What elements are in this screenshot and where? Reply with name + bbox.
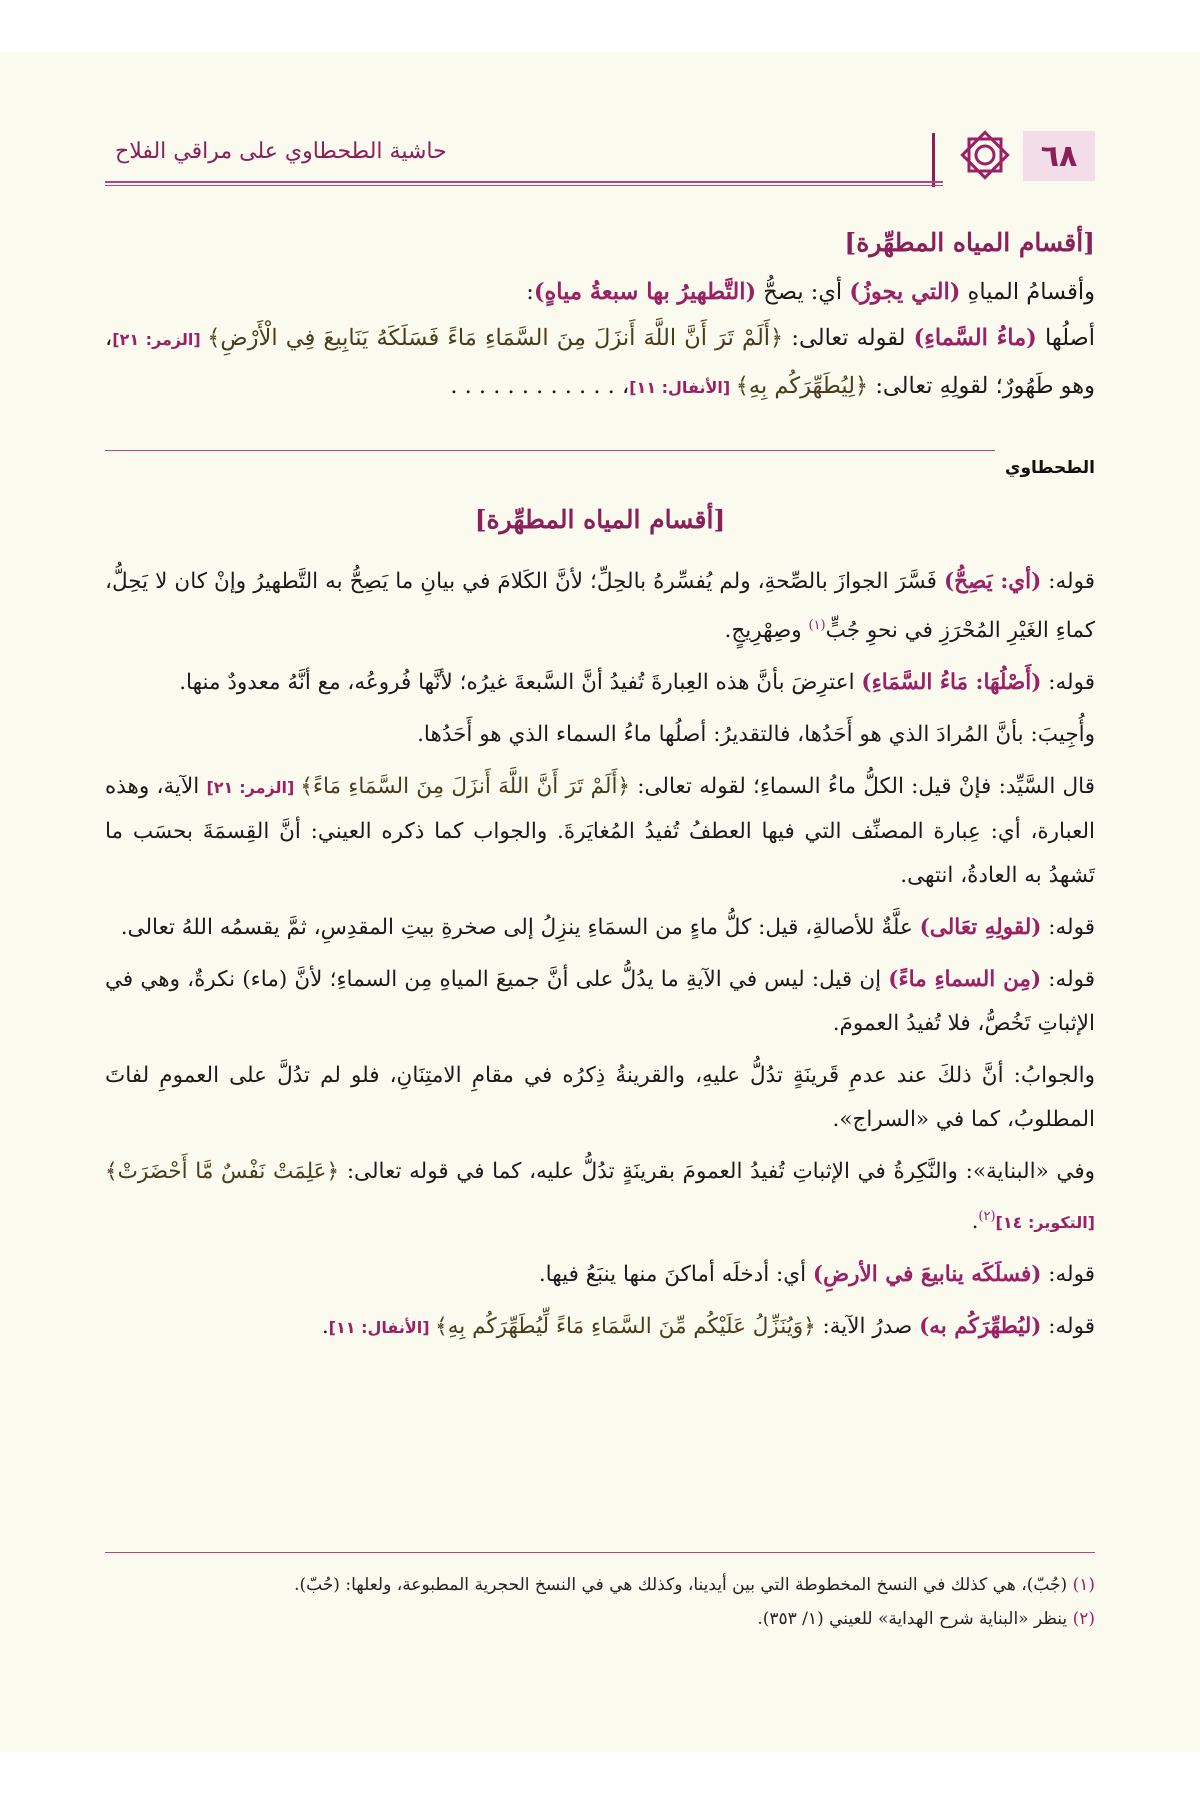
text-run: وفي «البناية»: والنَّكِرةُ في الإثباتِ تُفيدُ العمومَ بقرينَةٍ تدُلُّ عليه، كما في قوله تعالى: — [339, 1159, 1095, 1185]
header-divider — [932, 133, 935, 187]
quran-verse: ﴿لِيُطَهِّرَكُم بِهِ﴾ — [735, 373, 869, 399]
text-run: علَّةٌ للأصالةِ، قيل: كلُّ ماءٍ من السمَاءِ ينزِلُ إلى صخرةِ بيتِ المقدِسِ، ثمَّ يقسمُه اللهُ تعالى. — [120, 915, 920, 941]
footnote-rule — [105, 1552, 1095, 1553]
matn-section-title: [أقسام المياه المطهِّرة] — [844, 228, 1095, 257]
commentary-paragraph — [105, 1054, 1095, 1142]
quran-verse: ﴿وَيُنَزِّلُ عَلَيْكُم مِّنَ السَّمَاءِ مَاءً لِّيُطَهِّرَكُم بِهِ﴾ — [435, 1314, 816, 1340]
page-number: ٦٨ — [1023, 131, 1095, 181]
footnote — [105, 1602, 1095, 1636]
text-run: الآية، وهذه العبارة، أي: عِبارة المصنِّف التي فيها العطفُ تُفيدُ المُغايَرةَ. والجواب كما ذكره العيني: أنَّ القِسمَةَ بحسَب ما تَشهدُ به العادةُ، انتهى. — [105, 774, 1095, 889]
verse-reference: [الزمر: ٢١] — [206, 778, 301, 798]
quoted-term: (فسلَكَه ينابيعَ في الأرضِ) — [812, 1262, 1042, 1288]
text-run: وصِهْرِيجٍ. — [724, 618, 809, 644]
quoted-term: (التَّطهيرُ بها سبعةُ مياهٍ) — [533, 279, 757, 305]
footnote-text: ينظر «البناية شرح الهداية» للعيني (١/ ٣٥٣). — [757, 1609, 1068, 1629]
text-run: أي: أدخلَه أماكنَ منها ينبَعُ فيها. — [538, 1262, 813, 1288]
text-run: أي: يصحُّ — [756, 279, 850, 305]
matn-commentary-separator — [105, 450, 995, 451]
verse-reference: [الأنفال: ١١] — [328, 1318, 436, 1338]
commentary-paragraph — [105, 1253, 1095, 1297]
commentary-paragraph — [105, 765, 1095, 898]
text-run: قوله: — [1041, 1262, 1095, 1288]
footnote-text: (جُبّ)، هي كذلك في النسخ المخطوطة التي بين أيدينا، وكذلك هي في النسخ الحجرية المطبوعة، ولعلها: (حُبّ). — [294, 1575, 1068, 1595]
quran-verse: ﴿أَلَمْ تَرَ أَنَّ اللَّهَ أَنزَلَ مِنَ السَّمَاءِ مَاءً فَسَلَكَهُ يَنَابِيعَ فِي الْأَرْضِ﴾ — [207, 325, 784, 351]
text-run: : — [526, 279, 534, 305]
text-run: فَسَّرَ الجوازَ بالصِّحةِ، ولم يُفسِّرهُ بالحِلِّ؛ لأنَّ الكَلامَ في بيانِ ما يَصِحُّ به التَّطهيرُ وإنْ كان لا يَحِلُّ، كماءِ الغَيْرِ المُحْرَزِ في نحوِ جُبٍّ — [105, 569, 1095, 644]
text-run: أصلُها — [1036, 325, 1096, 351]
commentary-paragraph — [105, 560, 1095, 653]
commentary-section-title: [أقسام المياه المطهِّرة] — [474, 505, 726, 534]
matn-block — [105, 228, 1095, 411]
commentary-paragraph — [105, 1150, 1095, 1245]
verse-reference: [الأنفال: ١١] — [629, 378, 736, 397]
text-run: إن قيل: ليس في الآيةِ ما يدُلُّ على أنَّ جميعَ المياهِ مِن السماءِ؛ لأنَّ (ماء) نكرةٌ، وهي في الإثباتِ تَخُصُّ، فلا تُفيدُ العمومَ. — [105, 967, 1095, 1037]
footnotes — [105, 1568, 1095, 1636]
commentary-block — [105, 560, 1095, 1358]
text-run: وأُجِيبَ: بأنَّ المُرادَ الذي هو أَحَدُها، فالتقديرُ: أصلُها ماءُ السماء الذي هو أَحَدُها. — [417, 722, 1095, 748]
footnote-number: (١) — [1072, 1575, 1095, 1595]
text-run: قوله: — [1041, 967, 1096, 993]
page-header — [105, 125, 1095, 185]
text-run: ، . . . . . . . . . . . . — [450, 373, 630, 399]
commentary-paragraph — [105, 906, 1095, 950]
quoted-term: (لقولِهِ تعَالى) — [919, 915, 1042, 941]
matn-line-2 — [105, 315, 1095, 411]
footnote — [105, 1568, 1095, 1602]
footnote-number: (٢) — [1072, 1609, 1095, 1629]
text-run: قوله: — [1041, 569, 1095, 594]
verse-reference: [الزمر: ٢١] — [112, 330, 208, 349]
quoted-term: (ليُطهِّرَكُم به) — [919, 1314, 1042, 1340]
footnote-marker: (٢) — [978, 1209, 996, 1225]
quoted-term: (أَصْلُهَا: مَاءُ السَّمَاءِ) — [861, 670, 1042, 696]
text-run: . — [971, 1209, 979, 1235]
commentary-author-label: الطحطاوي — [1004, 458, 1095, 478]
octagram-ornament-icon — [955, 125, 1015, 185]
commentary-paragraph — [105, 713, 1095, 757]
footnote-marker: (١) — [808, 618, 826, 633]
matn-line-1 — [105, 269, 1095, 315]
text-run: والجوابُ: أنَّ ذلكَ عند عدمِ قَرينَةٍ تدُلُّ عليهِ، والقرينةُ ذِكرُه في مقامِ الامتِنَانِ، فلو لم تدُلَّ على العمومِ لفاتَ المطلوبُ، كما في «السراج». — [105, 1063, 1095, 1133]
quoted-term: (التي يجوزُ) — [849, 279, 961, 305]
commentary-paragraph — [105, 958, 1095, 1046]
text-run: ، وهو طَهُورٌ؛ لقولِهِ تعالى: — [105, 325, 1095, 399]
text-run: قوله: — [1041, 915, 1095, 941]
quoted-term: (مِن السماءِ ماءً) — [888, 967, 1042, 993]
quran-verse: ﴿عَلِمَتْ نَفْسٌ مَّا أَحْضَرَتْ﴾ — [105, 1159, 340, 1185]
text-run: قوله: — [1041, 670, 1095, 696]
text-run: قال السَّيِّد: فإنْ قيل: الكلُّ ماءُ السماءِ؛ لقوله تعالى: — [630, 774, 1095, 800]
header-rule-thin — [105, 185, 943, 186]
running-title: حاشية الطحطاوي على مراقي الفلاح — [115, 139, 447, 164]
header-rule — [105, 181, 943, 183]
commentary-paragraph — [105, 1305, 1095, 1350]
quoted-term: (أي: يَصِحُّ) — [943, 569, 1042, 594]
text-run: قوله: — [1041, 1314, 1095, 1340]
quoted-term: (ماءُ السَّماءِ) — [913, 325, 1037, 351]
text-run: . — [321, 1314, 329, 1340]
text-run: صدرُ الآية: — [815, 1314, 920, 1340]
text-run: وأقسامُ المياهِ — [960, 279, 1095, 305]
commentary-paragraph — [105, 661, 1095, 705]
quran-verse: ﴿أَلَمْ تَرَ أَنَّ اللَّهَ أَنزَلَ مِنَ السَّمَاءِ مَاءً﴾ — [300, 774, 631, 800]
verse-reference: [التكوير: ١٤] — [995, 1213, 1095, 1233]
text-run: اعترِضَ بأنَّ هذه العِبارةَ تُفيدُ أنَّ السَّبعةَ غيرُه؛ لأنَّها فُروعُه، مع أنَّهُ معدودٌ منها. — [179, 670, 862, 696]
text-run: لقوله تعالى: — [783, 325, 914, 351]
